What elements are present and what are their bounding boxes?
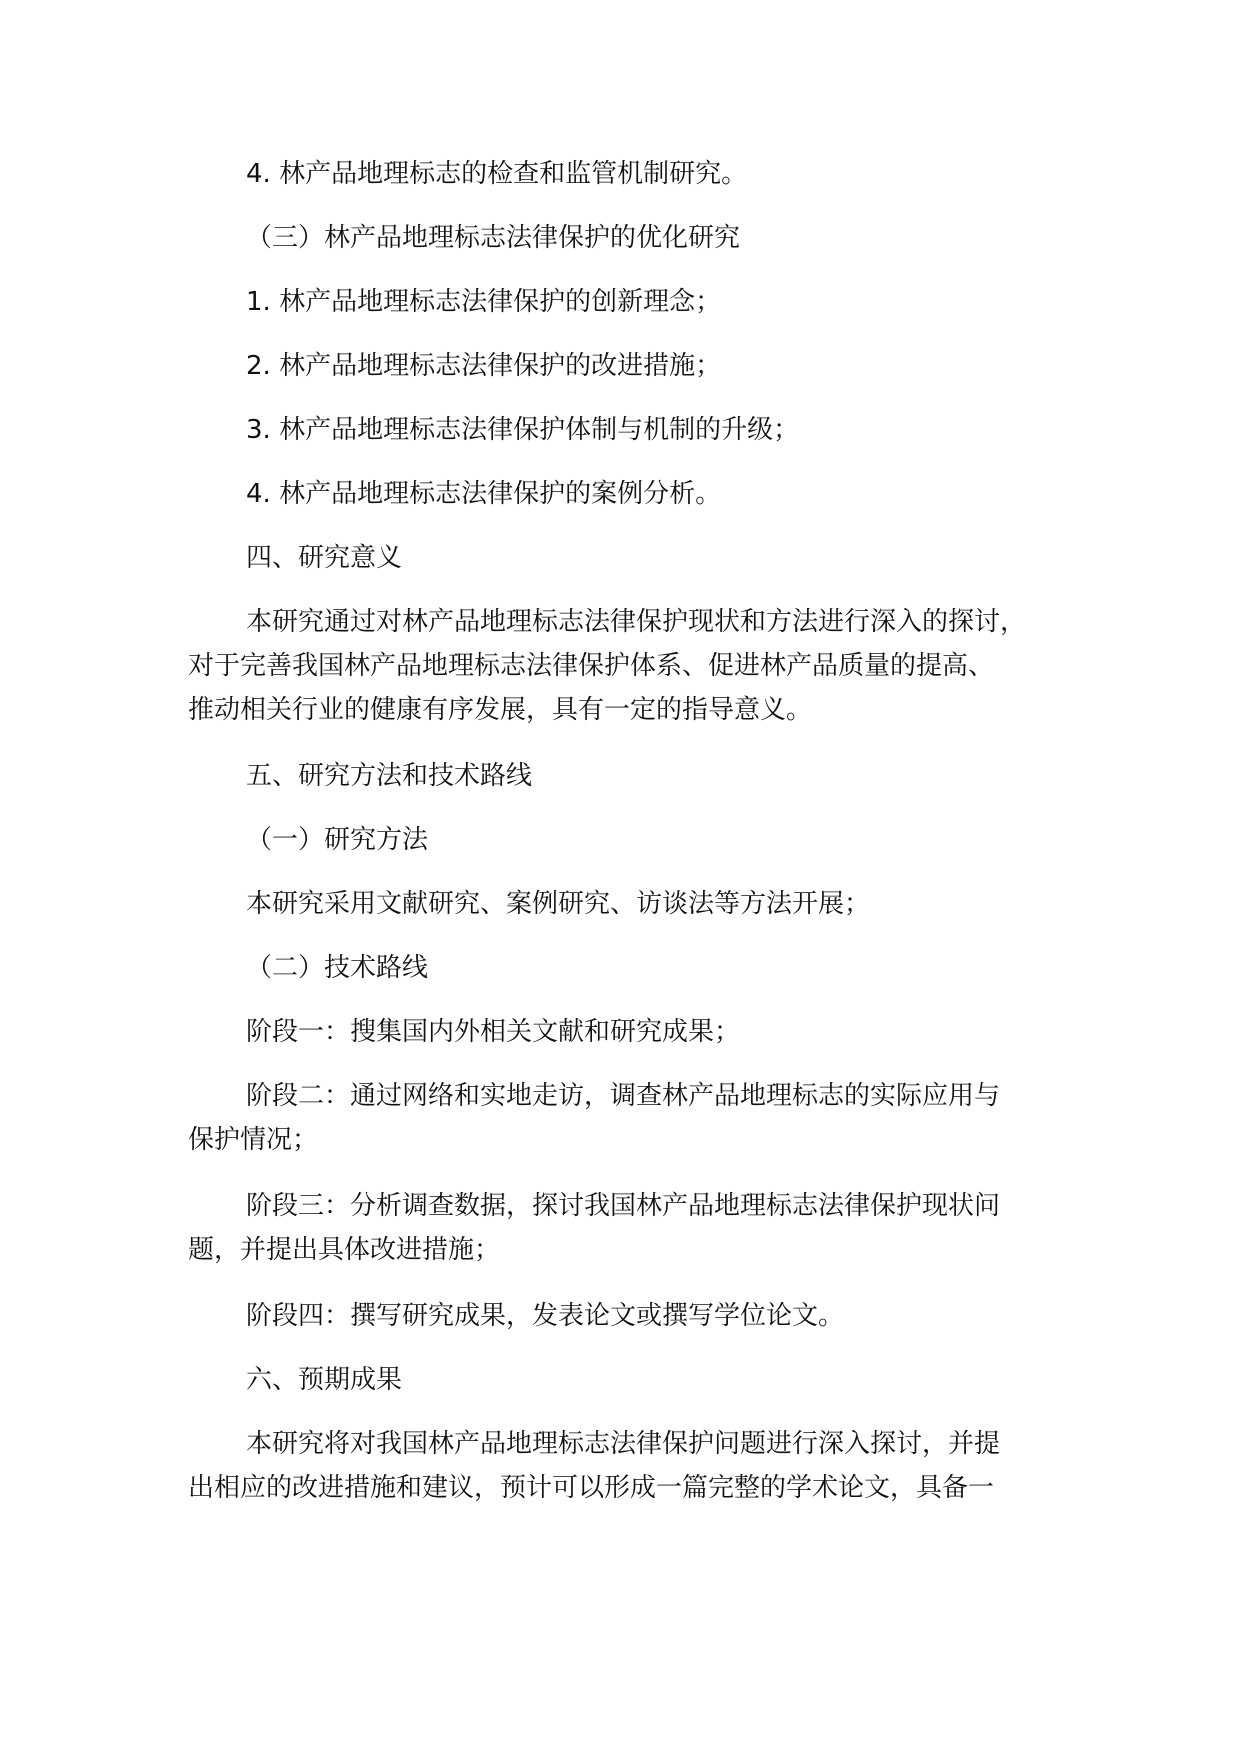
subsection-heading-3 bbox=[188, 216, 1088, 260]
list-item-4-case-analysis bbox=[188, 472, 1088, 516]
heading-text: （二）技术路线 bbox=[246, 953, 429, 983]
paragraph-line: 题，并提出具体改进措施； bbox=[188, 1235, 501, 1265]
paragraph-line: 阶段三：分析调查数据，探讨我国林产品地理标志法律保护现状问 bbox=[246, 1191, 1001, 1221]
paragraph-line: 对于完善我国林产品地理标志法律保护体系、促进林产品质量的提高、 bbox=[188, 651, 995, 681]
subsection-heading-1 bbox=[188, 818, 1088, 862]
stage-four bbox=[188, 1294, 1088, 1338]
paragraph-text: 3. 林产品地理标志法律保护体制与机制的升级； bbox=[246, 415, 800, 445]
heading-text: （一）研究方法 bbox=[246, 825, 429, 855]
paragraph-text: 阶段一：搜集国内外相关文献和研究成果； bbox=[246, 1017, 741, 1047]
significance-paragraph bbox=[188, 600, 1088, 732]
paragraph-text: 1. 林产品地理标志法律保护的创新理念； bbox=[246, 287, 722, 317]
expected-results-paragraph bbox=[188, 1422, 1088, 1510]
paragraph-text: 本研究采用文献研究、案例研究、访谈法等方法开展； bbox=[246, 889, 871, 919]
document-body bbox=[188, 152, 1088, 1532]
paragraph-text: 阶段四：撰写研究成果，发表论文或撰写学位论文。 bbox=[246, 1301, 845, 1331]
paragraph-text: 4. 林产品地理标志的检查和监管机制研究。 bbox=[246, 159, 748, 189]
heading-text: 四、研究意义 bbox=[246, 543, 403, 573]
paragraph-line: 本研究通过对林产品地理标志法律保护现状和方法进行深入的探讨， bbox=[246, 607, 1027, 637]
section-heading-methods bbox=[188, 754, 1088, 798]
section-heading-expected-results bbox=[188, 1358, 1088, 1402]
paragraph-line: 保护情况； bbox=[188, 1125, 319, 1155]
paragraph-line: 阶段二：通过网络和实地走访，调查林产品地理标志的实际应用与 bbox=[246, 1081, 1001, 1111]
paragraph-text: 4. 林产品地理标志法律保护的案例分析。 bbox=[246, 479, 722, 509]
subsection-heading-2 bbox=[188, 946, 1088, 990]
list-item-3-upgrade bbox=[188, 408, 1088, 452]
heading-text: 五、研究方法和技术路线 bbox=[246, 761, 533, 791]
paragraph-line: 本研究将对我国林产品地理标志法律保护问题进行深入探讨，并提 bbox=[246, 1429, 1001, 1459]
heading-text: 六、预期成果 bbox=[246, 1365, 403, 1395]
list-item-4-inspection bbox=[188, 152, 1088, 196]
list-item-2-improvement bbox=[188, 344, 1088, 388]
list-item-1-innovation bbox=[188, 280, 1088, 324]
stage-two bbox=[188, 1074, 1088, 1162]
methods-paragraph bbox=[188, 882, 1088, 926]
paragraph-line: 推动相关行业的健康有序发展，具有一定的指导意义。 bbox=[188, 695, 813, 725]
paragraph-text: 2. 林产品地理标志法律保护的改进措施； bbox=[246, 351, 722, 381]
heading-text: （三）林产品地理标志法律保护的优化研究 bbox=[246, 223, 741, 253]
section-heading-significance bbox=[188, 536, 1088, 580]
paragraph-line: 出相应的改进措施和建议，预计可以形成一篇完整的学术论文，具备一 bbox=[188, 1473, 995, 1503]
stage-three bbox=[188, 1184, 1088, 1272]
stage-one bbox=[188, 1010, 1088, 1054]
